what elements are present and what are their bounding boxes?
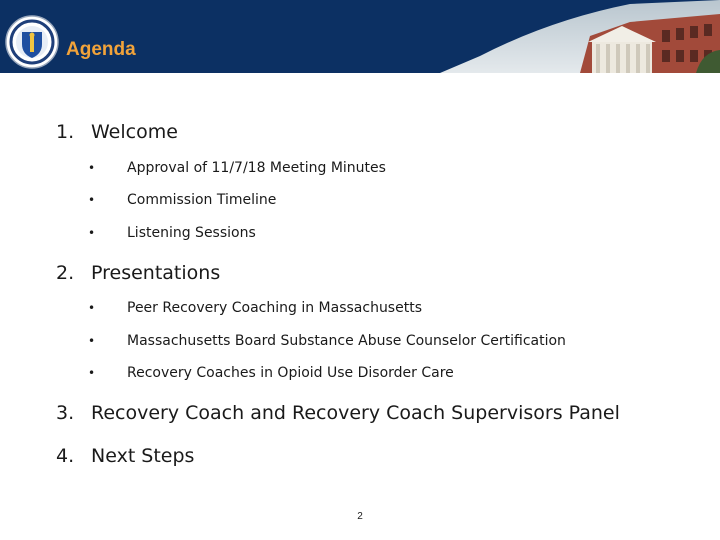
agenda-subitem-text: Commission Timeline: [127, 192, 277, 208]
agenda-subitem-text: Approval of 11/7/18 Meeting Minutes: [127, 160, 386, 176]
agenda-subitem-text: Peer Recovery Coaching in Massachusetts: [127, 300, 422, 316]
agenda-subitem-text: Listening Sessions: [127, 225, 256, 241]
agenda-item-label: Welcome: [91, 121, 178, 143]
agenda-item-number: 1.: [56, 121, 75, 143]
agenda-item-number: 4.: [56, 445, 75, 467]
agenda-item-label: Presentations: [91, 262, 221, 284]
bullet-icon: •: [88, 301, 96, 315]
bullet-icon: •: [88, 161, 96, 175]
slide-title: Agenda: [66, 39, 136, 60]
agenda-item: [56, 401, 620, 425]
agenda-subitem: [88, 364, 454, 382]
agenda-subitem: [88, 332, 566, 350]
agenda-item: [56, 444, 194, 468]
agenda-subitem: [88, 191, 276, 209]
agenda-item: [56, 120, 178, 144]
agenda-subitem: [88, 224, 256, 242]
agenda-subitem: [88, 299, 422, 317]
bullet-icon: •: [88, 226, 96, 240]
page-number: 2: [357, 511, 363, 522]
bullet-icon: •: [88, 366, 96, 380]
bullet-icon: •: [88, 334, 96, 348]
agenda-item-number: 3.: [56, 402, 75, 424]
agenda-subitem: [88, 159, 386, 177]
agenda-item-label: Recovery Coach and Recovery Coach Supervisors Panel: [91, 402, 620, 424]
agenda-subitem-text: Recovery Coaches in Opioid Use Disorder Care: [127, 365, 454, 381]
agenda-item: [56, 261, 220, 285]
agenda-item-number: 2.: [56, 262, 75, 284]
agenda-item-label: Next Steps: [91, 445, 195, 467]
bullet-icon: •: [88, 193, 96, 207]
agenda-subitem-text: Massachusetts Board Substance Abuse Counselor Certification: [127, 333, 566, 349]
